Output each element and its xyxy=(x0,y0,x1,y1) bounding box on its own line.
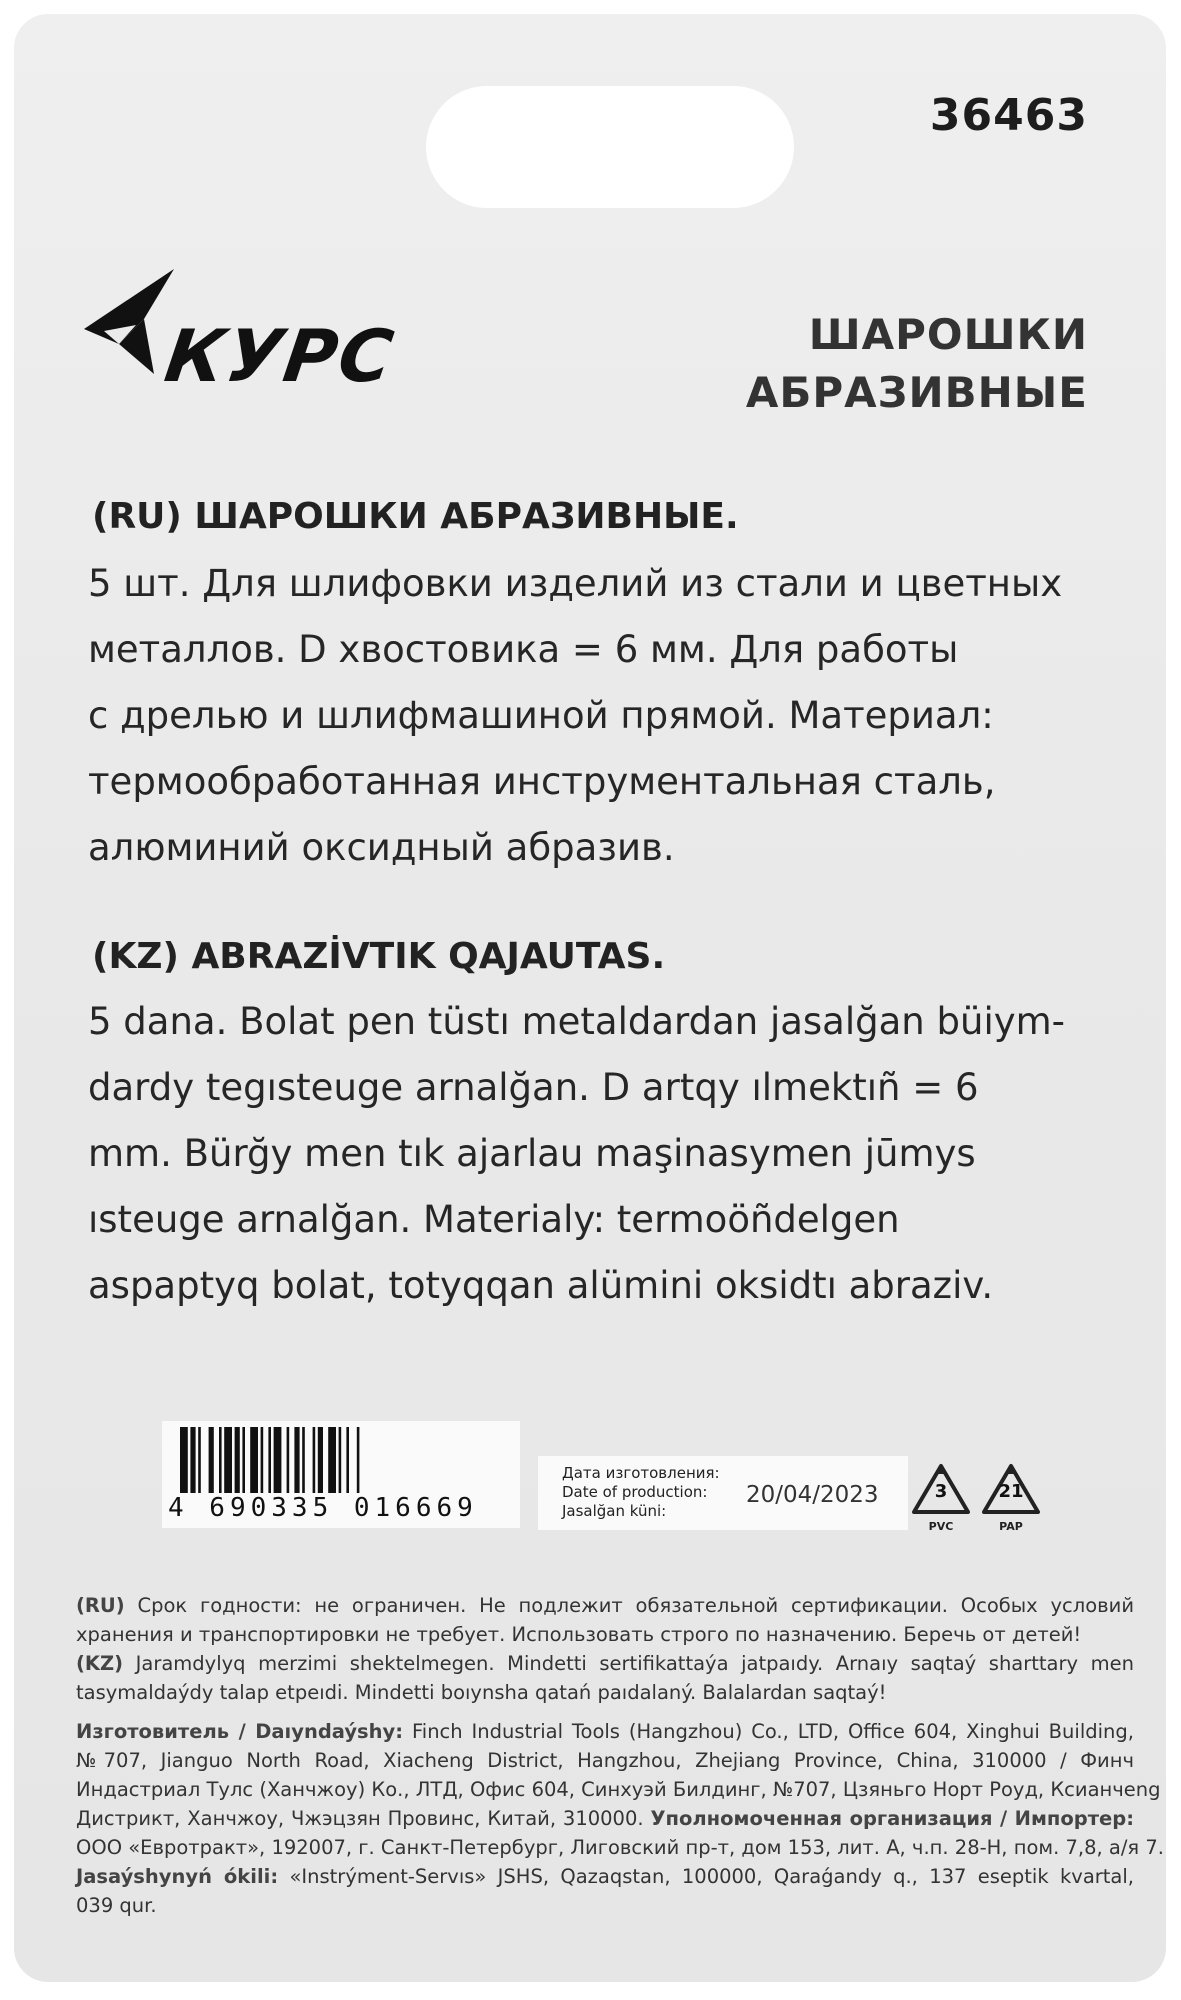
importer-label: Уполномоченная организация / Импортер: xyxy=(650,1807,1134,1830)
recycle-pvc-icon xyxy=(910,1462,972,1542)
ru-tag: (RU) xyxy=(76,1594,125,1617)
product-title-line-1: ШАРОШКИ xyxy=(808,310,1088,359)
date-label-kz: Jasalğan küni: xyxy=(562,1502,667,1520)
kz-line: dardy tegısteuge arnalğan. D artqy ılmektıñ = 6 xyxy=(88,1066,979,1109)
recycle-pvc-label: PVC xyxy=(928,1520,954,1533)
ru-description xyxy=(88,551,1118,881)
fine-print-line: ООО «Евротракт», 192007, г. Санкт-Петербург, Лиговский пр-т, дом 153, лит. А, ч.п. 28-Н, пом. 7,8, а/я 7. xyxy=(76,1836,1164,1859)
fine-print-line: (RU) Срок годности: не ограничен. Не подлежит обязательной сертификации. Особых условий xyxy=(76,1594,1134,1617)
ru-line: термообработанная инструментальная сталь, xyxy=(88,760,996,803)
production-date-value: 20/04/2023 xyxy=(746,1482,879,1508)
barcode xyxy=(162,1421,520,1528)
fine-print-line: Дистрикт, Ханчжоу, Чжэцзян Провинс, Китай, 310000. Уполномоченная организация / Импортер: xyxy=(76,1807,1134,1830)
recycle-pvc-number: 3 xyxy=(934,1481,948,1502)
hang-hole xyxy=(426,86,794,208)
kz-line: aspaptyq bolat, totyqqan alümini oksidtı abraziv. xyxy=(88,1264,994,1307)
ru-line: металлов. D хвостовика = 6 мм. Для работы xyxy=(88,628,959,671)
fine-print-line: 039 qur. xyxy=(76,1894,157,1917)
recycle-pap-icon xyxy=(980,1462,1042,1542)
date-label-en: Date of production: xyxy=(562,1483,708,1501)
fine-print-line: (KZ) Jaramdylyq merzimi shektelmegen. Mindetti sertifikattaýa jatpaıdy. Arnaıy saqtaý sharttary men xyxy=(76,1652,1134,1675)
fine-print-line: tasymaldaýdy talap etpeıdi. Mindetti boıynsha qatań paıdalaný. Balalardan saqtaý! xyxy=(76,1681,887,1704)
kz-tag: (KZ) xyxy=(76,1652,124,1675)
rep-label: Jasaýshynyń ókili: xyxy=(76,1865,279,1888)
kz-heading: (KZ) ABRAZİVTIK QAJAUTAS. xyxy=(92,936,666,977)
ru-heading: (RU) ШАРОШКИ АБРАЗИВНЫЕ. xyxy=(92,496,739,537)
product-title xyxy=(746,306,1088,422)
fine-print-line: Изготовитель / Daıyndaýshy: Finch Industrial Tools (Hangzhou) Co., LTD, Office 604, Xinghui Building, xyxy=(76,1720,1134,1743)
barcode-digits: 4 690335 016669 xyxy=(168,1493,478,1523)
fine-print-line: №707, Jianguo North Road, Xiacheng District, Hangzhou, Zhejiang Province, China, 310000 / Финч xyxy=(76,1749,1134,1772)
fine-print-line: Jasaýshynyń ókili: «Instrýment-Servıs» JSHS, Qazaqstan, 100000, Qaraǵandy q., 137 eseptik kvartal, xyxy=(76,1865,1134,1888)
kz-description xyxy=(88,989,1118,1319)
fine-print xyxy=(76,1591,1164,1920)
product-title-line-2: АБРАЗИВНЫЕ xyxy=(745,368,1088,417)
maker-label: Изготовитель / Daıyndaýshy: xyxy=(76,1720,404,1743)
ru-line: алюминий оксидный абразив. xyxy=(88,826,675,869)
brand-wordmark: КУРС xyxy=(160,314,400,398)
packaging-card xyxy=(14,14,1166,1982)
date-label-ru: Дата изготовления: xyxy=(562,1464,720,1482)
ru-line: 5 шт. Для шлифовки изделий из стали и цветных xyxy=(88,562,1063,605)
fine-print-line: хранения и транспортировки не требует. Использовать строго по назначению. Беречь от детей! xyxy=(76,1623,1082,1646)
recycle-pap-number: 21 xyxy=(998,1481,1024,1502)
ru-line: с дрелью и шлифмашиной прямой. Материал: xyxy=(88,694,994,737)
barcode-bars-icon xyxy=(180,1427,500,1493)
recycle-pap-label: PAP xyxy=(999,1520,1023,1533)
production-date-labels xyxy=(562,1464,720,1521)
fine-print-line: Индастриал Тулс (Ханчжоу) Ко., ЛТД, Офис 604, Синхуэй Билдинг, №707, Цзяньго Норт Роуд, Ксианчeng xyxy=(76,1778,1161,1801)
production-date-box xyxy=(538,1456,908,1530)
article-number: 36463 xyxy=(929,90,1088,141)
kz-line: ısteuge arnalğan. Materialy: termoöñdelgen xyxy=(88,1198,900,1241)
kz-line: mm. Bürğy men tık ajarlau maşinasymen jūmys xyxy=(88,1132,976,1175)
kz-line: 5 dana. Bolat pen tüstı metaldardan jasalğan büiym- xyxy=(88,1000,1066,1043)
